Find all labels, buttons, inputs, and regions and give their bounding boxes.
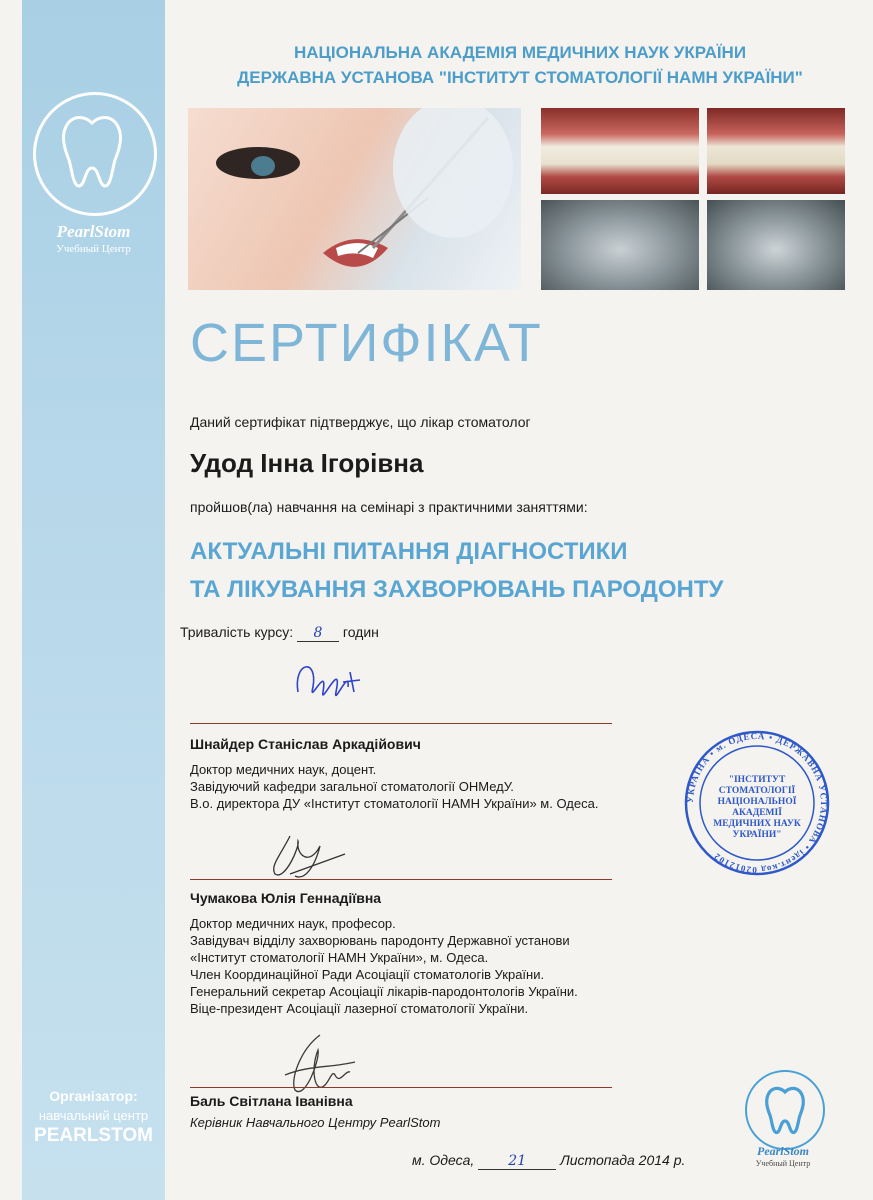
course-title-line-2: ТА ЛІКУВАННЯ ЗАХВОРЮВАНЬ ПАРОДОНТУ (190, 576, 724, 603)
signature-1 (288, 652, 368, 712)
header-line-2: ДЕРЖАВНА УСТАНОВА "ІНСТИТУТ СТОМАТОЛОГІЇ НАМН УКРАЇНИ" (237, 68, 803, 87)
stamp-line: АКАДЕМІЇ (732, 808, 782, 818)
logo-small-subtitle: Учебный Центр (755, 1159, 811, 1168)
stamp-line: МЕДИЧНИХ НАУК (713, 819, 801, 829)
signer-2-line: Член Координаційної Ради Асоціації стоматологів України. (190, 967, 545, 982)
stamp-line: УКРАЇНИ" (732, 830, 782, 840)
organizer-name: PEARLSTOM (34, 1125, 153, 1146)
organizer-subtitle: навчальний центр (38, 1108, 149, 1123)
header-line-1: НАЦІОНАЛЬНА АКАДЕМІЯ МЕДИЧНИХ НАУК УКРАЇНИ (293, 43, 747, 62)
stamp-ring-text: УКРАЇНА • м. ОДЕСА • ДЕРЖАВНА УСТАНОВА • ідент.код 02012102 (684, 730, 830, 876)
pearlstom-logo (33, 92, 157, 216)
course-title (190, 533, 723, 609)
pearlstom-logo-small (745, 1070, 825, 1150)
course-title-line-1: АКТУАЛЬНІ ПИТАННЯ ДІАГНОСТИКИ (190, 538, 628, 565)
signer-2-name: Чумакова Юлія Геннадіївна (190, 890, 382, 906)
signer-2-line: Віце-президент Асоціації лазерної стоматології України. (190, 1001, 529, 1016)
signer-1 (190, 736, 598, 812)
duration-unit: годин (342, 624, 379, 640)
intro-text: Даний сертифікат підтверджує, що лікар стоматолог (190, 414, 531, 430)
course-duration (180, 624, 379, 642)
signer-3-line: Керівник Навчального Центру PearlStom (190, 1115, 441, 1130)
xray-photo-1 (541, 200, 699, 290)
stamp-line: СТОМАТОЛОГІЇ (718, 786, 796, 796)
institution-header (180, 40, 860, 90)
completion-text: пройшов(ла) навчання на семінарі з практичними заняттями: (190, 499, 588, 515)
month-year: Листопада 2014 р. (560, 1152, 686, 1168)
signer-1-line: Завідуючий кафедри загальної стоматології ОНМедУ. (190, 779, 514, 794)
signer-3-name: Баль Світлана Іванівна (190, 1093, 353, 1109)
duration-label: Тривалість курсу: (180, 624, 294, 640)
xray-photo-2 (707, 200, 845, 290)
dental-patient-photo (188, 108, 521, 290)
recipient-name: Удод Інна Ігорівна (190, 448, 424, 478)
tooth-icon (33, 92, 151, 210)
city: м. Одеса, (412, 1152, 475, 1168)
signature-2 (260, 826, 350, 886)
signer-1-line: Доктор медичних наук, доцент. (190, 762, 377, 777)
signature-line-2 (190, 879, 612, 880)
logo-subtitle: Учебный Центр (56, 243, 131, 255)
logo-small-brand: PearlStom (756, 1144, 809, 1158)
signature-line-3 (190, 1087, 612, 1088)
signer-2-line: «Інститут стоматології НАМН України», м. Одеса. (190, 950, 489, 965)
signer-2 (190, 890, 578, 1017)
day: 21 (478, 1153, 556, 1170)
place-date (412, 1152, 685, 1170)
tooth-icon (747, 1072, 823, 1148)
teeth-photo-1 (541, 108, 699, 194)
signer-1-name: Шнайдер Станіслав Аркадійович (190, 736, 421, 752)
teeth-photo-2 (707, 108, 845, 194)
duration-value: 8 (297, 625, 339, 642)
organizer-label: Організатор: (49, 1088, 138, 1104)
stamp-center-text (705, 775, 809, 841)
signer-1-line: В.о. директора ДУ «Інститут стоматології НАМН України» м. Одеса. (190, 796, 599, 811)
stamp-line: "ІНСТИТУТ (728, 775, 786, 785)
signer-2-line: Доктор медичних наук, професор. (190, 916, 396, 931)
signer-2-line: Завідувач відділу захворювань пародонту Державної установи (190, 933, 570, 948)
logo-brand: PearlStom (56, 222, 131, 241)
patient-illustration (188, 108, 521, 290)
signature-line-1 (190, 723, 612, 724)
stamp-line: НАЦІОНАЛЬНОЇ (717, 797, 797, 807)
signer-3 (190, 1093, 440, 1131)
certificate-title: СЕРТИФІКАТ (190, 313, 543, 373)
signer-2-line: Генеральний секретар Асоціації лікарів-пародонтологів України. (190, 984, 578, 999)
